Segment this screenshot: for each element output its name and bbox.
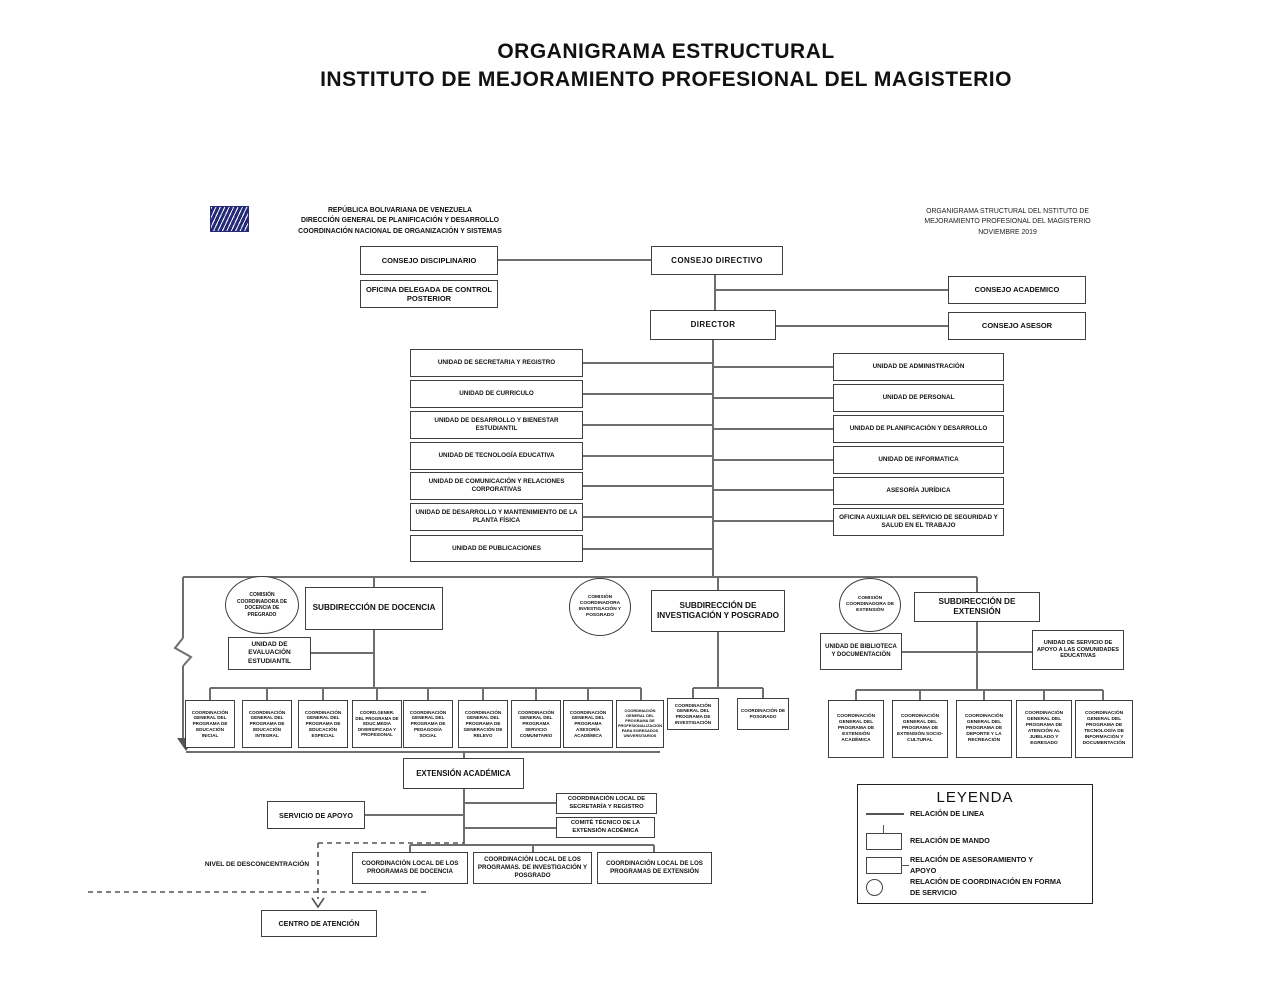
open-arrow-icon [312, 898, 324, 907]
coordinacion-programa-profesionalizacion: COORDINACIÓN GENERAL DEL PROGRAMA DE PROFESIONALIZACIÓN PARA EGRESADOS UNIVERSITARIOS [616, 700, 664, 748]
subdireccion-extension: SUBDIRECCIÓN DE EXTENSIÓN [914, 592, 1040, 622]
coordinacion-programa-servicio-comunitario: COORDINACIÓN GENERAL DEL PROGRAMA SERVICIO COMUNITARIO [511, 700, 561, 748]
unidad-servicio-apoyo-comunidades-educativas: UNIDAD DE SERVICIO DE APOYO A LAS COMUNIDADES EDUCATIVAS [1032, 630, 1124, 670]
coordinacion-local-programas-docencia: COORDINACIÓN LOCAL DE LOS PROGRAMAS DE DOCENCIA [352, 852, 468, 884]
consejo-disciplinario: CONSEJO DISCIPLINARIO [360, 246, 498, 275]
line-symbol [866, 813, 910, 815]
coordinacion-programa-educacion-especial: COORDINACIÓN GENERAL DEL PROGRAMA DE EDUCACIÓN ESPECIAL [298, 700, 348, 748]
unidad-biblioteca-documentacion: UNIDAD DE BIBLIOTECA Y DOCUMENTACIÓN [820, 633, 902, 670]
mando-box-symbol [866, 833, 910, 850]
comision-coordinadora-extension: COMISIÓN COORDINADORA DE EXTENSIÓN [839, 578, 901, 632]
header-right-line3: NOVIEMBRE 2019 [978, 228, 1037, 236]
legend-item-label: RELACIÓN DE MANDO [910, 836, 990, 846]
coordinacion-local-programas-extension: COORDINACIÓN LOCAL DE LOS PROGRAMAS DE EXTENSIÓN [597, 852, 712, 884]
legend-item-label: RELACIÓN DE ASESORAMIENTO Y APOYO [910, 855, 1033, 875]
coordinacion-posgrado: COORDINACIÓN DE POSGRADO [737, 698, 789, 730]
coordinacion-programa-asesoria-academica: COORDINACIÓN GENERAL DEL PROGRAMA ASESORÍA ACADÉMICA [563, 700, 613, 748]
coordinacion-programa-deporte-recreacion: COORDINACIÓN GENERAL DEL PROGRAMA DE DEPORTE Y LA RECREACIÓN [956, 700, 1012, 758]
unidad-evaluacion-estudiantil: UNIDAD DE EVALUACIÓN ESTUDIANTIL [228, 637, 311, 670]
coordinacion-programa-pedagogia-social: COORDINACIÓN GENERAL DEL PROGRAMA DE PEDAGOGÍA SOCIAL [403, 700, 453, 748]
asesoramiento-box-symbol [866, 857, 910, 874]
subdireccion-docencia: SUBDIRECCIÓN DE DOCENCIA [305, 587, 443, 630]
legend-item [866, 833, 1086, 850]
oficina-delegada-control-posterior: OFICINA DELEGADA DE CONTROL POSTERIOR [360, 280, 498, 308]
coordinacion-programa-extension-academica: COORDINACIÓN GENERAL DEL PROGRAMA DE EXTENSIÓN ACADÉMICA [828, 700, 884, 758]
unidad-desarrollo-bienestar-estudiantil: UNIDAD DE DESARROLLO Y BIENESTAR ESTUDIANTIL [410, 411, 583, 439]
director: DIRECTOR [650, 310, 776, 340]
legend-item-label: RELACIÓN DE COORDINACIÓN EN FORMA DE SERVICIO [910, 877, 1061, 897]
comision-coordinadora-investigacion-posgrado: COMISIÓN COORDINADORA INVESTIGACIÓN Y POSGRADO [569, 578, 631, 636]
consejo-academico: CONSEJO ACADEMICO [948, 276, 1086, 304]
legend-item-label: RELACIÓN DE LINEA [910, 809, 985, 818]
legend-title: LEYENDA [936, 789, 1014, 806]
unidad-administracion: UNIDAD DE ADMINISTRACIÓN [833, 353, 1004, 381]
unidad-desarrollo-mantenimiento-planta-fisica: UNIDAD DE DESARROLLO Y MANTENIMIENTO DE LA PLANTA FÍSICA [410, 503, 583, 531]
coordinacion-programa-tecnologia-informacion: COORDINACIÓN GENERAL DEL PROGRAMA DE TECNOLOGÍA DE INFORMACIÓN Y DOCUMENTACIÓN [1075, 700, 1133, 758]
unidad-planificacion-desarrollo: UNIDAD DE PLANIFICACIÓN Y DESARROLLO [833, 415, 1004, 443]
coordinacion-programa-educacion-integral: COORDINACIÓN GENERAL DEL PROGRAMA DE EDUCACIÓN INTEGRAL [242, 700, 292, 748]
unidad-informatica: UNIDAD DE INFORMATICA [833, 446, 1004, 474]
legend-item [866, 809, 1086, 820]
centro-de-atencion: CENTRO DE ATENCIÓN [261, 910, 377, 937]
coordinacion-programa-generacion-relevo: COORDINACIÓN GENERAL DEL PROGRAMA DE GENERACIÓN DE RELEVO [458, 700, 508, 748]
nivel-desconcentracion-label: NIVEL DE DESCONCENTRACIÓN [204, 861, 310, 868]
header-right-line1: ORGANIGRAMA STRUCTURAL DEL NSTITUTO DE [926, 208, 1089, 215]
legend-item [866, 877, 1086, 898]
comite-tecnico-extension-academica: COMITÉ TÉCNICO DE LA EXTENSIÓN ACDÉMICA [556, 817, 655, 838]
comision-coordinadora-docencia-pregrado: COMISIÓN COORDINADORA DE DOCENCIA DE PREGRADO [225, 576, 299, 634]
coordinacion-local-secretaria-registro: COORDINACIÓN LOCAL DE SECRETARÍA Y REGISTRO [556, 793, 657, 814]
unidad-curriculo: UNIDAD DE CURRICULO [410, 380, 583, 408]
header-left-line1: REPÚBLICA BOLIVARIANA DE VENEZUELA [327, 207, 473, 214]
coordinacion-programa-extension-socio-cultural: COORDINACIÓN GENERAL DEL PROGRAMA DE EXTENSIÓN SOCIO-CULTURAL [892, 700, 948, 758]
subdireccion-investigacion-posgrado: SUBDIRECCIÓN DE INVESTIGACIÓN Y POSGRADO [651, 590, 785, 632]
legend-item [866, 855, 1086, 876]
unidad-personal: UNIDAD DE PERSONAL [833, 384, 1004, 412]
header-left-line3: COORDINACIÓN NACIONAL DE ORGANIZACIÓN Y SISTEMAS [298, 227, 502, 235]
unidad-comunicacion-relaciones-corporativas: UNIDAD DE COMUNICACIÓN Y RELACIONES CORPORATIVAS [410, 472, 583, 500]
consejo-directivo: CONSEJO DIRECTIVO [651, 246, 783, 275]
consejo-asesor: CONSEJO ASESOR [948, 312, 1086, 340]
unidad-secretaria-registro: UNIDAD DE SECRETARIA Y REGISTRO [410, 349, 583, 377]
servicio-de-apoyo: SERVICIO DE APOYO [267, 801, 365, 829]
extension-academica: EXTENSIÓN ACADÉMICA [403, 758, 524, 789]
coordinacion-programa-atencion-jubilado: COORDINACIÓN GENERAL DEL PROGRAMA DE ATENCIÓN AL JUBILADO Y EGRESADO [1016, 700, 1072, 758]
coordinacion-local-programas-investigacion-posgrado: COORDINACIÓN LOCAL DE LOS PROGRAMAS. DE INVESTIGACIÓN Y POSGRADO [473, 852, 592, 884]
coordinacion-programa-educacion-inicial: COORDINACIÓN GENERAL DEL PROGRAMA DE EDUCACIÓN INICIAL [185, 700, 235, 748]
asesoria-juridica: ASESORÍA JURÍDICA [833, 477, 1004, 505]
unidad-tecnologia-educativa: UNIDAD DE TECNOLOGÍA EDUCATIVA [410, 442, 583, 470]
header-right-line2: MEJORAMIENTO PROFESIONAL DEL MAGISTERIO [924, 218, 1091, 226]
title-line1: ORGANIGRAMA ESTRUCTURAL [497, 40, 835, 63]
title-line2: INSTITUTO DE MEJORAMIENTO PROFESIONAL DEL MAGISTERIO [320, 68, 1012, 92]
oficina-auxiliar-seguridad-salud: OFICINA AUXILIAR DEL SERVICIO DE SEGURIDAD Y SALUD EN EL TRABAJO [833, 508, 1004, 536]
circle-symbol [866, 879, 910, 896]
legend [857, 784, 1093, 904]
unidad-publicaciones: UNIDAD DE PUBLICACIONES [410, 535, 583, 562]
coordinacion-programa-investigacion: COORDINACIÓN GENERAL DEL PROGRAMA DE INVESTIGACIÓN [667, 698, 719, 730]
header-left-line2: DIRECCIÓN GENERAL DE PLANIFICACIÓN Y DESARROLLO [301, 217, 499, 225]
coordinacion-programa-educacion-media: COORD.GENER. DEL PROGRAMA DE EDUC.MEDIA DIVERSIFICADA Y PROFESIONAL [352, 700, 402, 748]
